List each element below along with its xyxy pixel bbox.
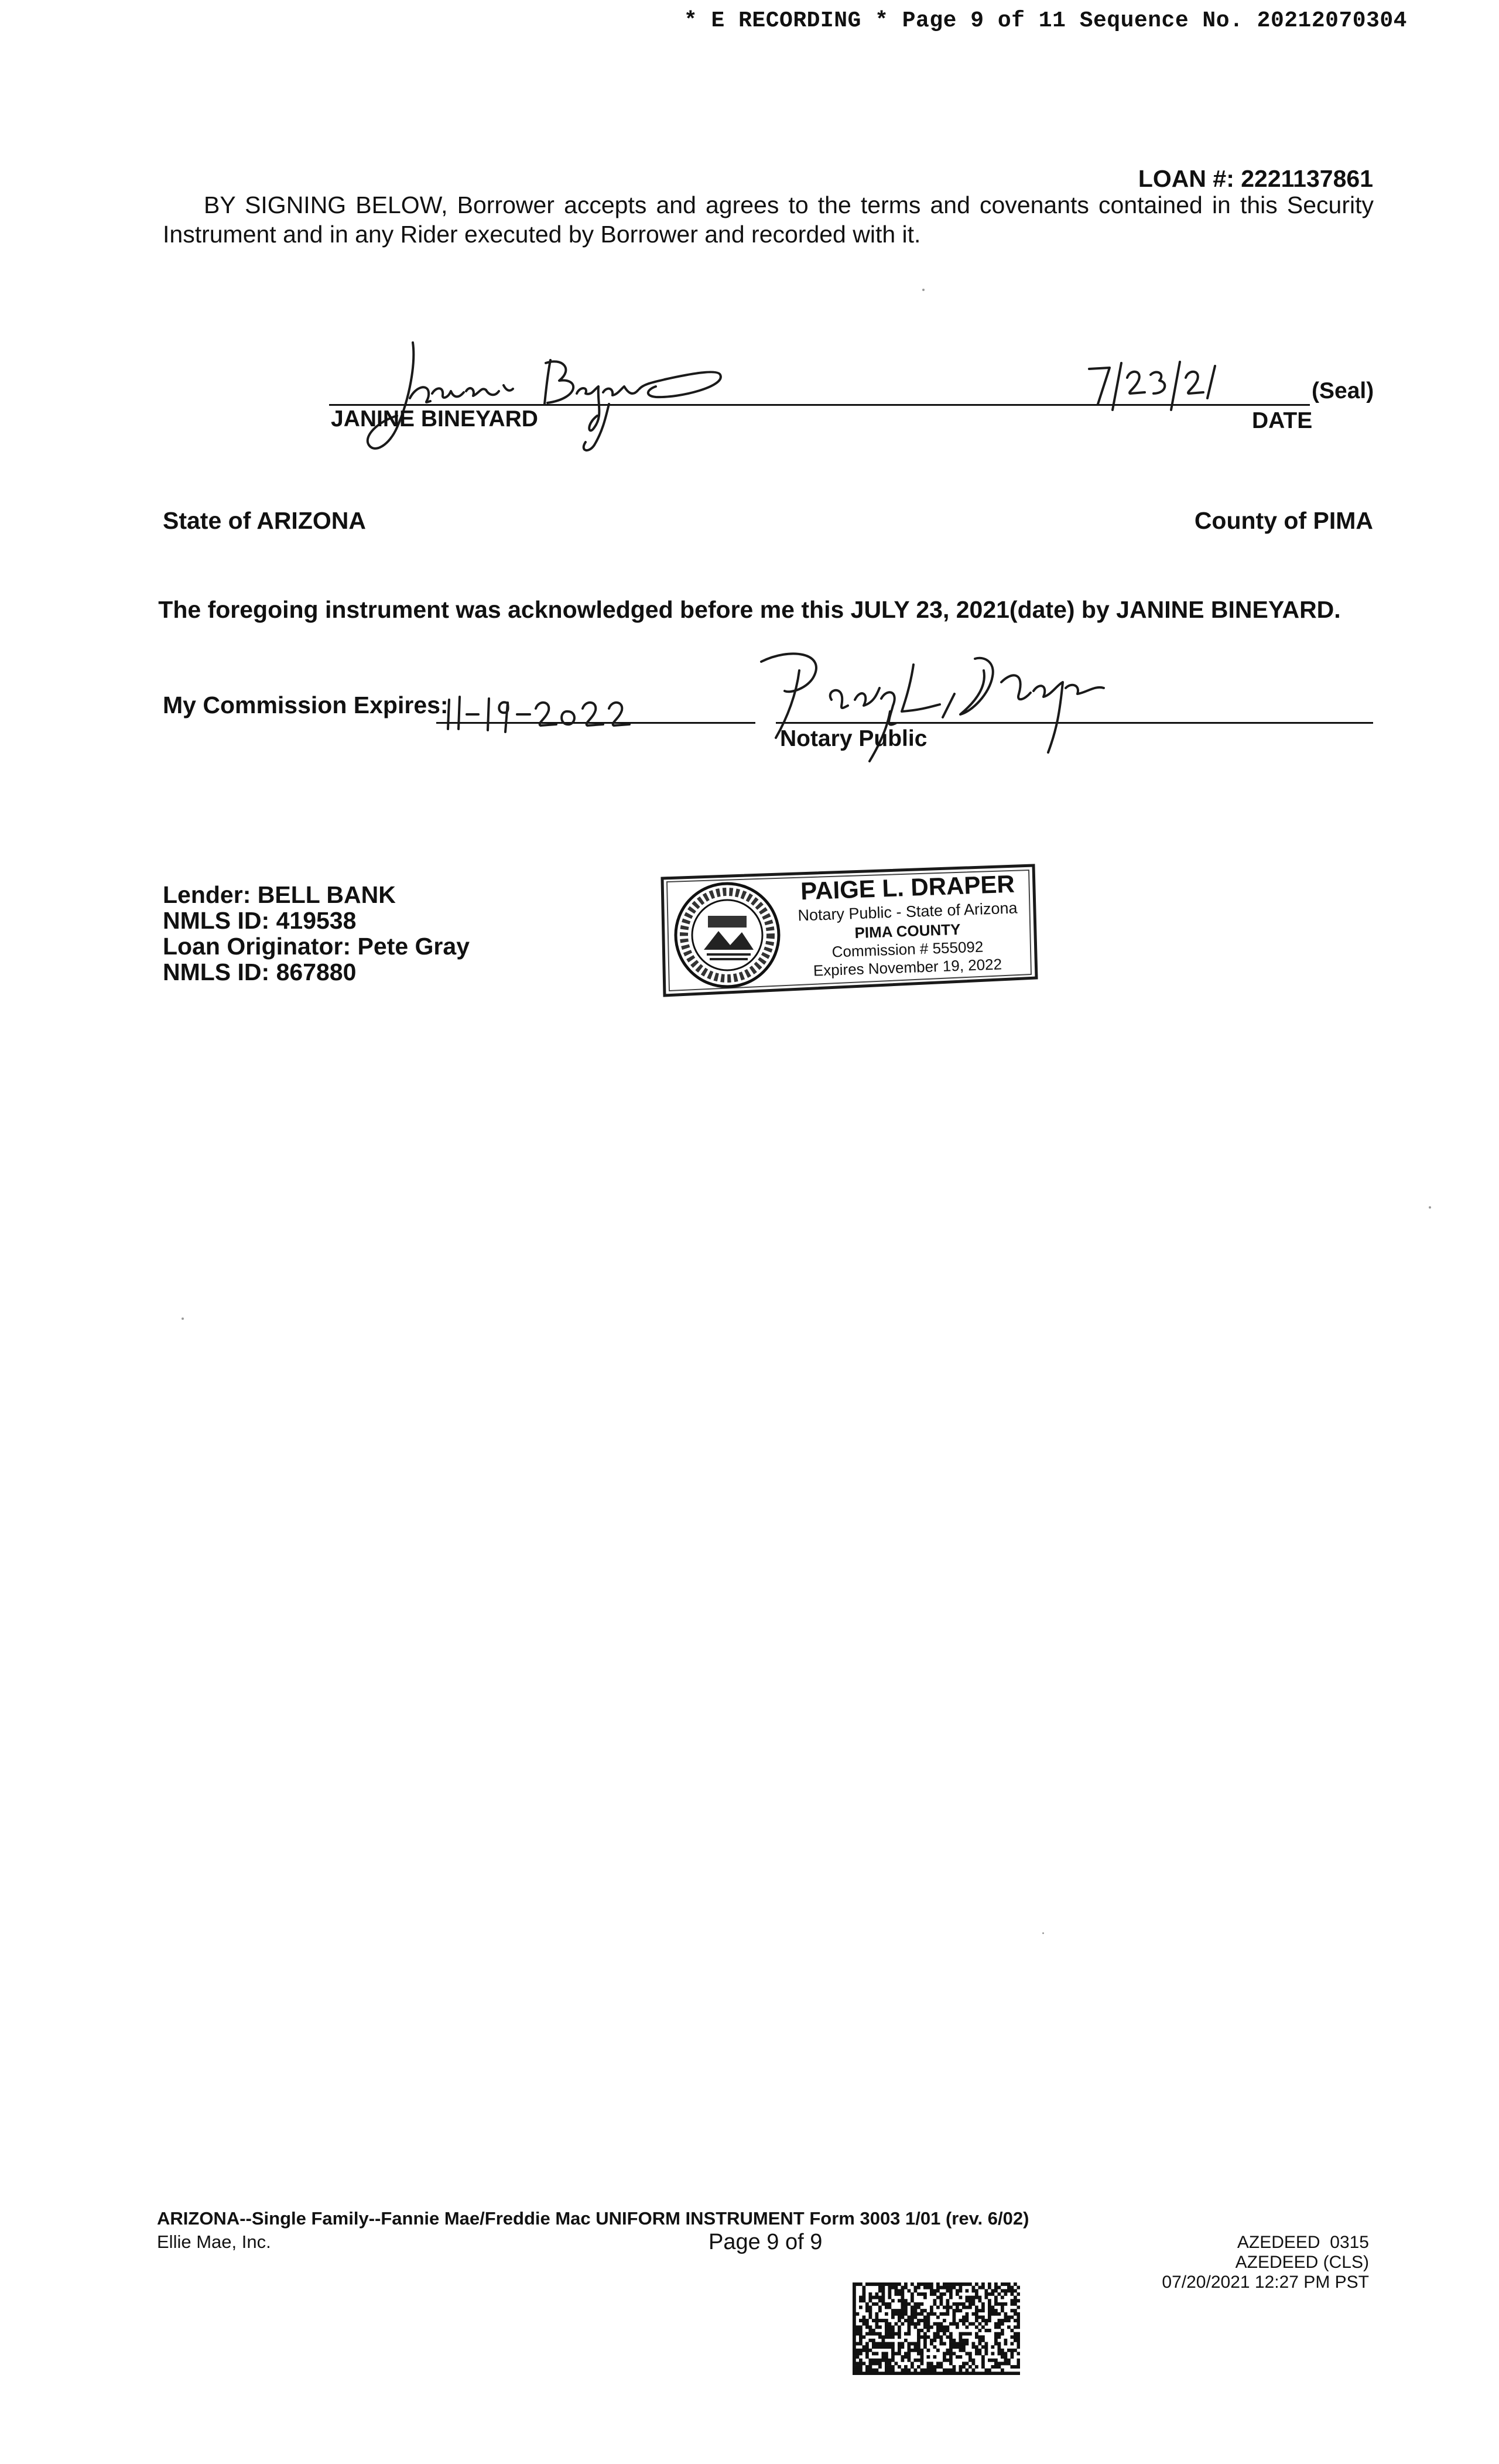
- date-label: DATE: [1252, 408, 1313, 433]
- footer-page-number: Page 9 of 9: [709, 2230, 823, 2254]
- seal-label: (Seal): [1312, 378, 1374, 403]
- scan-speck: [1042, 1932, 1044, 1934]
- notary-public-label: Notary Public: [780, 726, 928, 751]
- stamp-line-3: Commission # 555092: [831, 937, 984, 961]
- stamp-line-1: Notary Public - State of Arizona: [797, 899, 1018, 925]
- borrower-signature: [328, 328, 738, 463]
- acknowledgment-statement: The foregoing instrument was acknowledged before me this JULY 23, 2021(date) by JANINE BINEYARD.: [158, 596, 1341, 623]
- handwritten-commission-date: [442, 682, 641, 735]
- originator-nmls: NMLS ID: 867880: [163, 959, 357, 985]
- scan-speck: [182, 1317, 184, 1320]
- scan-speck: [1429, 1206, 1431, 1209]
- notary-stamp: [659, 861, 1039, 1000]
- scan-speck: [922, 289, 925, 291]
- lender-nmls: NMLS ID: 419538: [163, 907, 357, 934]
- loan-originator: Loan Originator: Pete Gray: [163, 933, 470, 960]
- footer-code-1: AZEDEED 0315: [1237, 2233, 1369, 2252]
- loan-number: LOAN #: 2221137861: [1138, 165, 1373, 192]
- signing-paragraph: BY SIGNING BELOW, Borrower accepts and agrees to the terms and covenants contained in this Security Instrument and in any Rider executed by Borrower and recorded with it.: [163, 191, 1374, 248]
- stamp-notary-name: PAIGE L. DRAPER: [800, 870, 1015, 905]
- stamp-line-4: Expires November 19, 2022: [813, 955, 1002, 980]
- commission-expires-label: My Commission Expires:: [163, 692, 449, 718]
- lender-name: Lender: BELL BANK: [163, 881, 396, 908]
- handwritten-date: [1077, 351, 1230, 416]
- stamp-line-2: PIMA COUNTY: [854, 920, 961, 942]
- county-label: County of PIMA: [1194, 507, 1373, 534]
- footer-timestamp: 07/20/2021 12:27 PM PST: [1162, 2273, 1369, 2292]
- state-label: State of ARIZONA: [163, 507, 366, 534]
- recording-header: * E RECORDING * Page 9 of 11 Sequence No. 20212070304: [683, 8, 1407, 33]
- state-seal-icon: [672, 879, 783, 991]
- footer-code-2: AZEDEED (CLS): [1235, 2253, 1369, 2272]
- footer-company: Ellie Mae, Inc.: [157, 2232, 271, 2252]
- lender-info: [163, 882, 470, 985]
- borrower-name: JANINE BINEYARD: [331, 406, 538, 432]
- footer-form-line: ARIZONA--Single Family--Fannie Mae/Freddie Mac UNIFORM INSTRUMENT Form 3003 1/01 (rev. 6/02): [157, 2208, 1029, 2229]
- barcode-icon: [853, 2282, 1020, 2375]
